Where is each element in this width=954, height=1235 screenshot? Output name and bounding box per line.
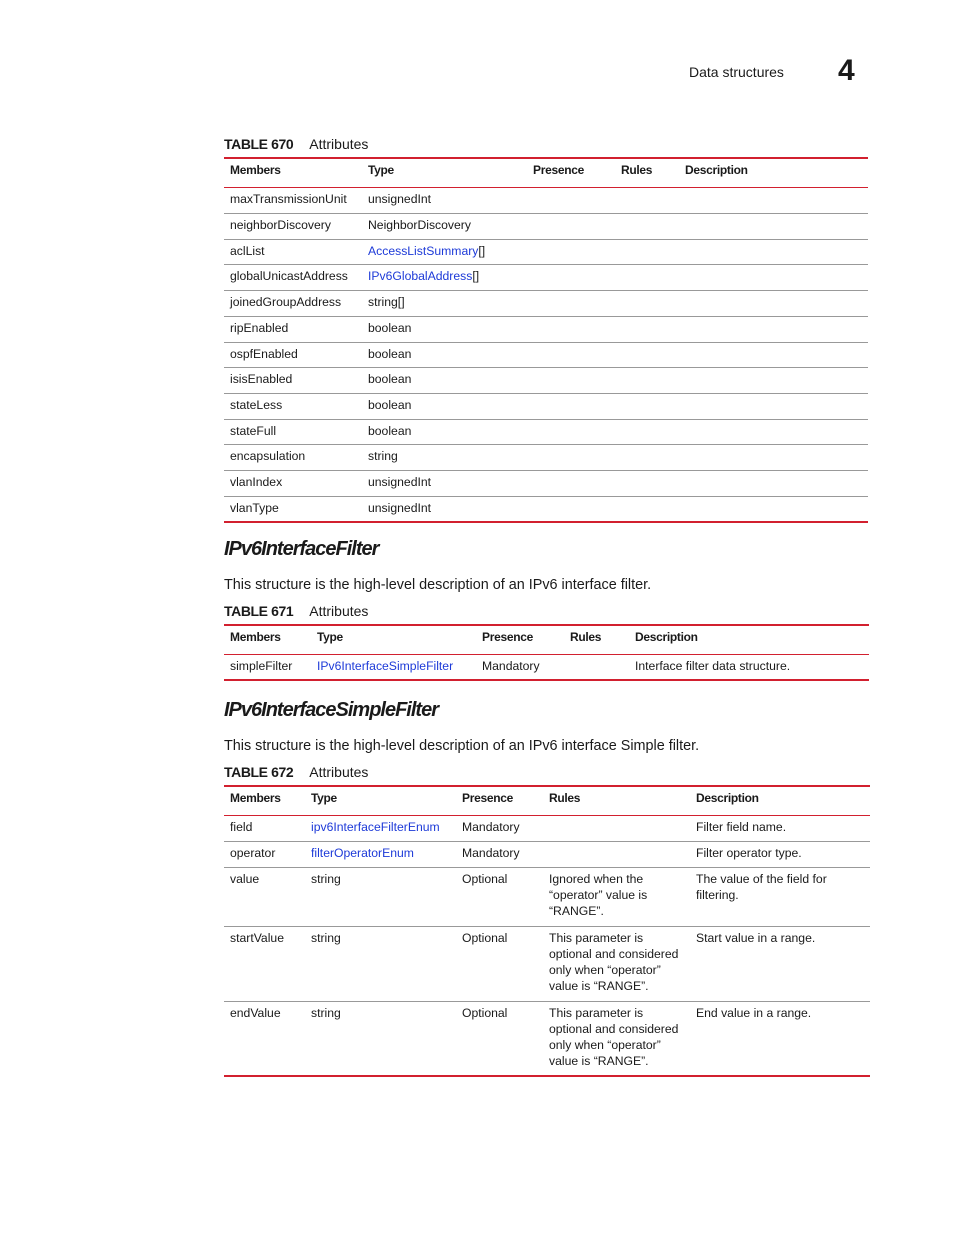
- cell-type: boolean: [368, 423, 412, 438]
- column-header-description: Description: [696, 791, 759, 805]
- table-row: [224, 239, 868, 264]
- column-header-type: Type: [317, 630, 343, 644]
- cell-type: unsignedInt: [368, 500, 432, 515]
- cell-member: vlanIndex: [230, 474, 283, 489]
- cell-presence: Optional: [462, 930, 508, 945]
- section-heading-ipv6interfacesimplefilter: IPv6InterfaceSimpleFilter: [224, 699, 438, 721]
- cell-rules: This parameter is optional and considered only when “operator” value is “RANGE”.: [549, 1005, 679, 1068]
- table-row: [224, 1001, 870, 1076]
- cell-type: [305, 815, 456, 841]
- table-row: [224, 264, 868, 290]
- cell-member: globalUnicastAddress: [230, 268, 348, 283]
- cell-member: simpleFilter: [230, 658, 293, 673]
- cell-member: vlanType: [230, 500, 279, 515]
- cell-rules: [543, 841, 690, 867]
- cell-presence: Mandatory: [482, 658, 540, 673]
- cell-rules: [564, 654, 629, 680]
- cell-type: boolean: [368, 346, 412, 361]
- cell-member: joinedGroupAddress: [230, 294, 342, 309]
- table-header-row: [224, 158, 868, 187]
- type-link[interactable]: IPv6GlobalAddress: [368, 268, 473, 283]
- cell-description: Filter field name.: [696, 819, 787, 834]
- cell-member: endValue: [230, 1005, 281, 1020]
- section-description: This structure is the high-level description of an IPv6 interface filter.: [224, 577, 652, 593]
- table-row: [224, 342, 868, 367]
- table-caption-text: Attributes: [309, 603, 369, 619]
- cell-member: operator: [230, 845, 276, 860]
- table-row: [224, 867, 870, 926]
- cell-description: End value in a range.: [696, 1005, 812, 1020]
- cell-type: NeighborDiscovery: [368, 217, 471, 232]
- table-number: TABLE 672: [224, 764, 294, 780]
- table-671-caption: [224, 603, 368, 619]
- table-caption-text: Attributes: [309, 136, 369, 152]
- cell-member: stateFull: [230, 423, 277, 438]
- cell-member: maxTransmissionUnit: [230, 191, 347, 206]
- column-header-description: Description: [635, 630, 698, 644]
- table-672: [224, 785, 870, 1077]
- cell-type: boolean: [368, 397, 412, 412]
- cell-member: isisEnabled: [230, 371, 293, 386]
- table-row: [224, 316, 868, 342]
- column-header-rules: Rules: [570, 630, 602, 644]
- cell-member: encapsulation: [230, 448, 306, 463]
- cell-description: Filter operator type.: [696, 845, 802, 860]
- cell-presence: Optional: [462, 1005, 508, 1020]
- cell-member: startValue: [230, 930, 284, 945]
- table-row: [224, 290, 868, 316]
- table-row: [224, 815, 870, 841]
- table-number: TABLE 671: [224, 603, 294, 619]
- table-670-caption: [224, 136, 368, 152]
- table-header-row: [224, 625, 869, 654]
- cell-member: ospfEnabled: [230, 346, 298, 361]
- cell-type: string: [368, 448, 398, 463]
- type-suffix: []: [472, 268, 480, 283]
- cell-presence: Mandatory: [462, 819, 520, 834]
- cell-description: Interface filter data structure.: [635, 658, 791, 673]
- cell-type: [362, 264, 527, 290]
- column-header-members: Members: [230, 163, 281, 177]
- type-link[interactable]: IPv6InterfaceSimpleFilter: [317, 658, 454, 673]
- column-header-presence: Presence: [482, 630, 533, 644]
- type-suffix: []: [478, 243, 486, 258]
- cell-member: value: [230, 871, 260, 886]
- cell-presence: Mandatory: [462, 845, 520, 860]
- column-header-rules: Rules: [621, 163, 653, 177]
- table-row: [224, 841, 870, 867]
- table-row: [224, 213, 868, 239]
- cell-member: ripEnabled: [230, 320, 289, 335]
- table-row: [224, 470, 868, 496]
- table-row: [224, 444, 868, 470]
- cell-type: boolean: [368, 320, 412, 335]
- cell-type: unsignedInt: [368, 474, 432, 489]
- cell-rules: Ignored when the “operator” value is “RANGE”.: [549, 871, 648, 918]
- table-number: TABLE 670: [224, 136, 294, 152]
- column-header-type: Type: [311, 791, 337, 805]
- column-header-members: Members: [230, 630, 281, 644]
- column-header-type: Type: [368, 163, 394, 177]
- table-670: [224, 157, 868, 523]
- cell-member: stateLess: [230, 397, 283, 412]
- cell-type: unsignedInt: [368, 191, 432, 206]
- type-link[interactable]: filterOperatorEnum: [311, 845, 414, 860]
- column-header-members: Members: [230, 791, 281, 805]
- section-heading-ipv6interfacefilter: IPv6InterfaceFilter: [224, 538, 379, 560]
- table-row: [224, 367, 868, 393]
- section-description: This structure is the high-level description of an IPv6 interface Simple filter.: [224, 738, 700, 754]
- column-header-rules: Rules: [549, 791, 581, 805]
- table-672-caption: [224, 764, 368, 780]
- cell-type: [362, 239, 527, 264]
- column-header-presence: Presence: [462, 791, 513, 805]
- table-row: [224, 926, 870, 1001]
- table-671: [224, 624, 869, 681]
- cell-member: aclList: [230, 243, 265, 258]
- cell-member: neighborDiscovery: [230, 217, 331, 232]
- column-header-description: Description: [685, 163, 748, 177]
- cell-rules: This parameter is optional and considered only when “operator” value is “RANGE”.: [549, 930, 679, 993]
- cell-presence: Optional: [462, 871, 508, 886]
- cell-description: The value of the field for filtering.: [696, 871, 827, 902]
- cell-rules: [543, 815, 690, 841]
- cell-type: string: [311, 871, 341, 886]
- table-row: [224, 187, 868, 213]
- chapter-number: 4: [838, 54, 855, 87]
- table-caption-text: Attributes: [309, 764, 369, 780]
- running-header-section: Data structures: [689, 64, 784, 80]
- table-row: [224, 654, 869, 680]
- type-link[interactable]: ipv6InterfaceFilterEnum: [311, 819, 440, 834]
- cell-member: field: [230, 819, 253, 834]
- table-row: [224, 496, 868, 522]
- cell-type: boolean: [368, 371, 412, 386]
- table-row: [224, 393, 868, 419]
- cell-type: string: [311, 930, 341, 945]
- cell-description: Start value in a range.: [696, 930, 816, 945]
- table-row: [224, 419, 868, 444]
- cell-type: string: [311, 1005, 341, 1020]
- cell-type: [311, 654, 476, 680]
- cell-type: string[]: [368, 294, 405, 309]
- type-link[interactable]: AccessListSummary: [368, 243, 479, 258]
- cell-type: [305, 841, 456, 867]
- table-header-row: [224, 786, 870, 815]
- column-header-presence: Presence: [533, 163, 584, 177]
